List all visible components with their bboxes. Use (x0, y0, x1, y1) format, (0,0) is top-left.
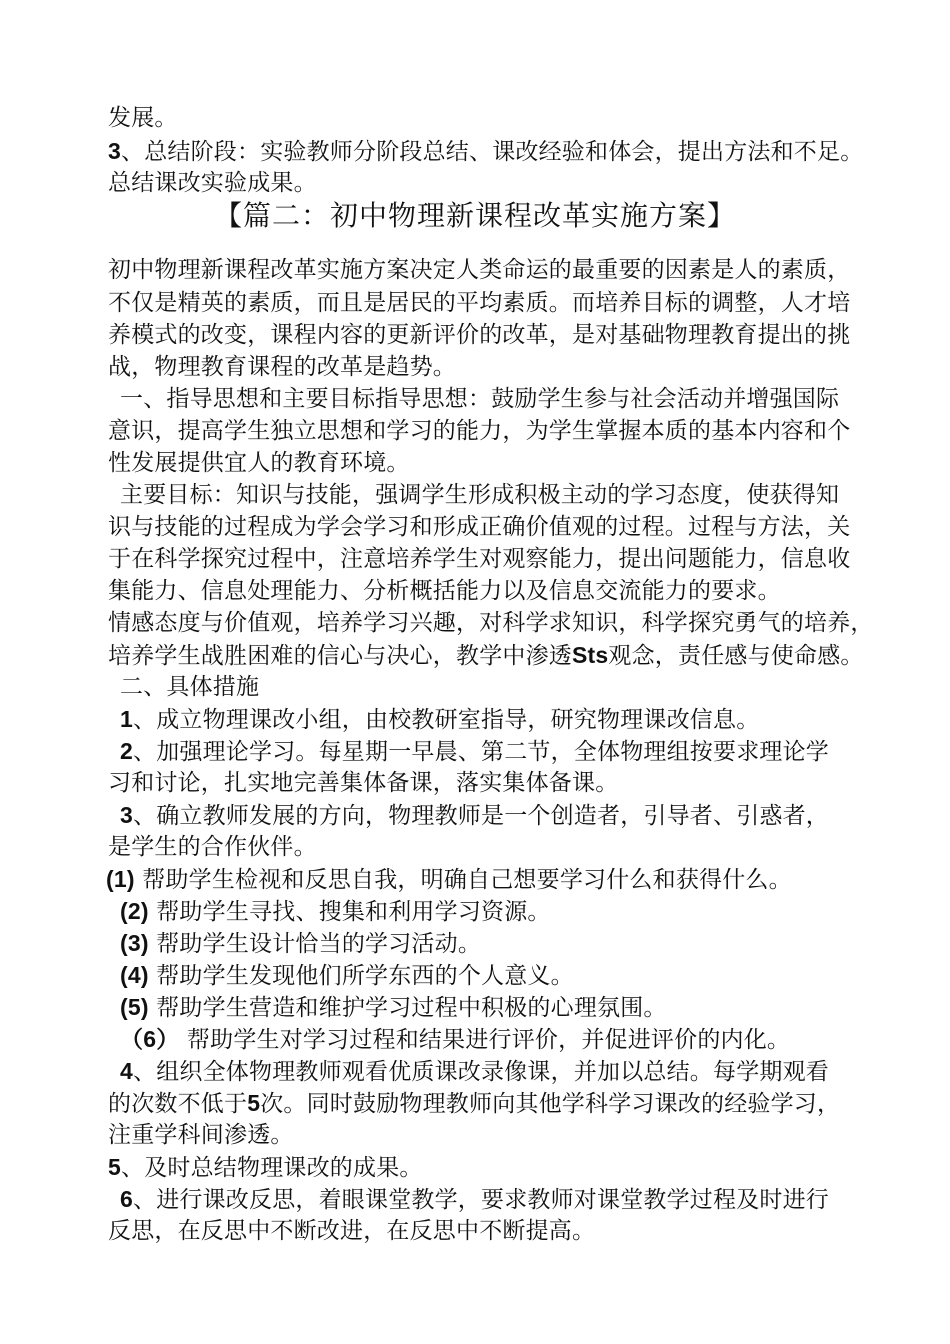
text-line: 集能力、信息处理能力、分析概括能力以及信息交流能力的要求。 (108, 578, 781, 604)
section-heading: 【篇二：初中物理新课程改革实施方案】 (213, 199, 736, 232)
line-text: 帮助学生营造和维护学习过程中积极的心理氛围。 (156, 995, 667, 1021)
line-text: 培养学生战胜困难的信心与决心，教学中渗透 (108, 643, 572, 669)
measure-item (108, 1152, 423, 1183)
text-line: 情感态度与价值观，培养学习兴趣，对科学求知识，科学探究勇气的培养， (108, 610, 874, 636)
line-text: 、加强理论学习。每星期一早晨、第二节，全体物理组按要求理论学 (133, 739, 829, 765)
line-text: 帮助学生发现他们所学东西的个人意义。 (156, 963, 574, 989)
sub-item (120, 896, 551, 927)
line-text: 帮助学生检视和反思自我，明确自己想要学习什么和获得什么。 (142, 867, 792, 893)
sub-item-number: (3) (120, 930, 149, 956)
item-number: 3 (120, 802, 133, 828)
abbreviation: Sts (572, 642, 609, 668)
measure-item (120, 1184, 829, 1215)
line-text: 发展。 (108, 105, 178, 131)
text-line: 不仅是精英的素质，而且是居民的平均素质。而培养目标的调整，人才培 (108, 290, 851, 316)
text-line: 是学生的合作伙伴。 (108, 834, 317, 860)
line-text: 观念，责任感与使命感。 (608, 643, 864, 669)
text-line: 习和讨论，扎实地完善集体备课，落实集体备课。 (108, 770, 619, 796)
measure-item (120, 800, 829, 831)
measure-item (120, 704, 759, 735)
item-number: 6 (120, 1186, 133, 1212)
item-number: 1 (120, 706, 133, 732)
line-text: 、成立物理课改小组，由校教研室指导，研究物理课改信息。 (133, 707, 760, 733)
line-text: 、总结阶段：实验教师分阶段总结、课改经验和体会，提出方法和不足。 (121, 139, 864, 165)
text-line: 性发展提供宜人的教育环境。 (108, 450, 410, 476)
text-line: 识与技能的过程成为学会学习和形成正确价值观的过程。过程与方法，关 (108, 514, 851, 540)
text-line: 养模式的改变，课程内容的更新评价的改革，是对基础物理教育提出的挑 (108, 322, 851, 348)
sub-item (120, 960, 574, 991)
text-line: 战，物理教育课程的改革是趋势。 (108, 354, 456, 380)
text-line (108, 168, 317, 198)
sub-item (106, 864, 792, 895)
line-text: 总结课改实验成果。 (108, 170, 317, 196)
line-text: 、进行课改反思，着眼课堂教学，要求教师对课堂教学过程及时进行 (133, 1187, 829, 1213)
sub-item-number: (1) (106, 866, 135, 892)
text-line (108, 136, 863, 167)
measure-item (120, 736, 829, 767)
item-number: 5 (108, 1154, 121, 1180)
line-text: 帮助学生寻找、搜集和利用学习资源。 (156, 899, 551, 925)
line-text: 帮助学生对学习过程和结果进行评价，并促进评价的内化。 (186, 1027, 791, 1053)
text-line: 注重学科间渗透。 (108, 1122, 294, 1148)
text-line: 反思，在反思中不断改进，在反思中不断提高。 (108, 1218, 596, 1244)
text-line (108, 103, 178, 133)
line-text: 、组织全体物理教师观看优质课改录像课，并加以总结。每学期观看 (133, 1059, 829, 1085)
line-text: 、及时总结物理课改的成果。 (121, 1155, 423, 1181)
text-line: 初中物理新课程改革实施方案决定人类命运的最重要的因素是人的素质， (108, 257, 851, 283)
sub-item-number: (4) (120, 962, 149, 988)
text-line: 一、指导思想和主要目标指导思想：鼓励学生参与社会活动并增强国际 (120, 386, 840, 412)
sub-item (120, 928, 481, 959)
line-text: 帮助学生设计恰当的学习活动。 (156, 931, 482, 957)
measure-item (120, 1056, 829, 1087)
line-text: 次。同时鼓励物理教师向其他学科学习课改的经验学习， (260, 1091, 841, 1117)
sub-item-number: (5) (120, 994, 149, 1020)
line-text: 、确立教师发展的方向，物理教师是一个创造者，引导者、引惑者， (133, 803, 829, 829)
line-text: 的次数不低于 (108, 1091, 248, 1117)
sub-item-number: (2) (120, 898, 149, 924)
sub-item (120, 1024, 790, 1055)
text-line: 主要目标：知识与技能，强调学生形成积极主动的学习态度，使获得知 (120, 482, 840, 508)
inline-number: 5 (247, 1090, 261, 1116)
sub-item-number: （6） (120, 1026, 180, 1052)
text-line (108, 1088, 840, 1119)
text-line (108, 640, 864, 671)
item-number: 2 (120, 738, 133, 764)
text-line: 意识，提高学生独立思想和学习的能力，为学生掌握本质的基本内容和个 (108, 418, 851, 444)
item-number: 3 (108, 138, 121, 164)
item-number: 4 (120, 1058, 133, 1084)
section-title: 二、具体措施 (120, 674, 260, 700)
text-line: 于在科学探究过程中，注意培养学生对观察能力，提出问题能力，信息收 (108, 546, 851, 572)
sub-item (120, 992, 667, 1023)
